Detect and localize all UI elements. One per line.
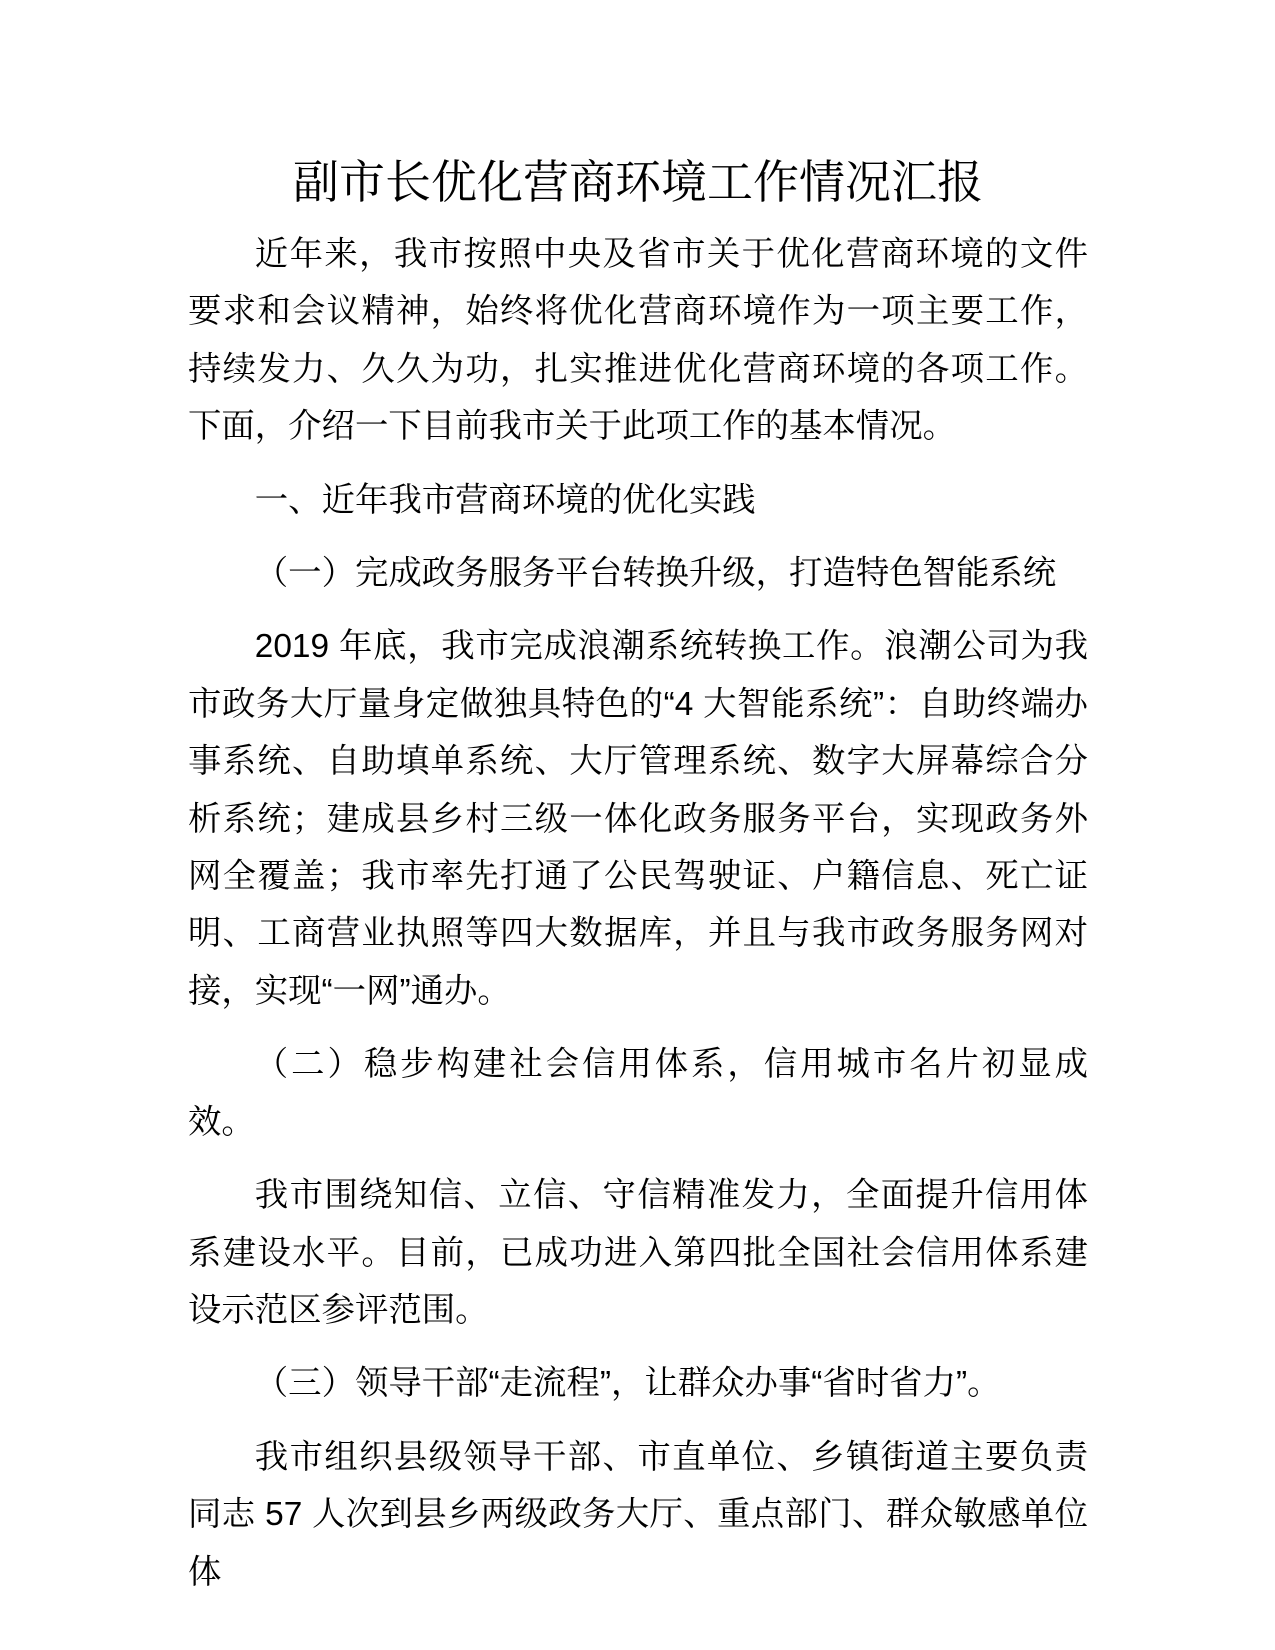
paragraph: 我市组织县级领导干部、市直单位、乡镇街道主要负责同志 57 人次到县乡两级政务大厅、重点部门、群众敏感单位体 (188, 1438, 1088, 1591)
sub-heading: （二）稳步构建社会信用体系，信用城市名片初显成效。 (188, 1046, 1088, 1141)
sub-heading: （三）领导干部“走流程”，让群众办事“省时省力”。 (254, 1365, 1001, 1403)
paragraph: 我市围绕知信、立信、守信精准发力，全面提升信用体系建设水平。目前，已成功进入第四批全国社会信用体系建设示范区参评范围。 (188, 1177, 1088, 1329)
document-title: 副市长优化营商环境工作情况汇报 (293, 156, 983, 208)
sub-heading: （一）完成政务服务平台转换升级，打造特色智能系统 (254, 555, 1057, 593)
section-heading: 一、近年我市营商环境的优化实践 (254, 481, 756, 519)
paragraph: 2019 年底，我市完成浪潮系统转换工作。浪潮公司为我市政务大厅量身定做独具特色的“4 大智能系统”：自助终端办事系统、自助填单系统、大厅管理系统、数字大屏幕综合分析系统；建成县乡村三级一体化政务服务平台，实现政务外网全覆盖；我市率先打通了公民驾驶证、户籍信息、死亡证明、工商营业执照等四大数据库，并且与我市政务服务网对接，实现“一网”通办。 (188, 628, 1088, 1010)
paragraph: 近年来，我市按照中央及省市关于优化营商环境的文件要求和会议精神，始终将优化营商环境作为一项主要工作，持续发力、久久为功，扎实推进优化营商环境的各项工作。下面，介绍一下目前我市关于此项工作的基本情况。 (188, 236, 1088, 446)
document-body (188, 226, 1088, 1601)
